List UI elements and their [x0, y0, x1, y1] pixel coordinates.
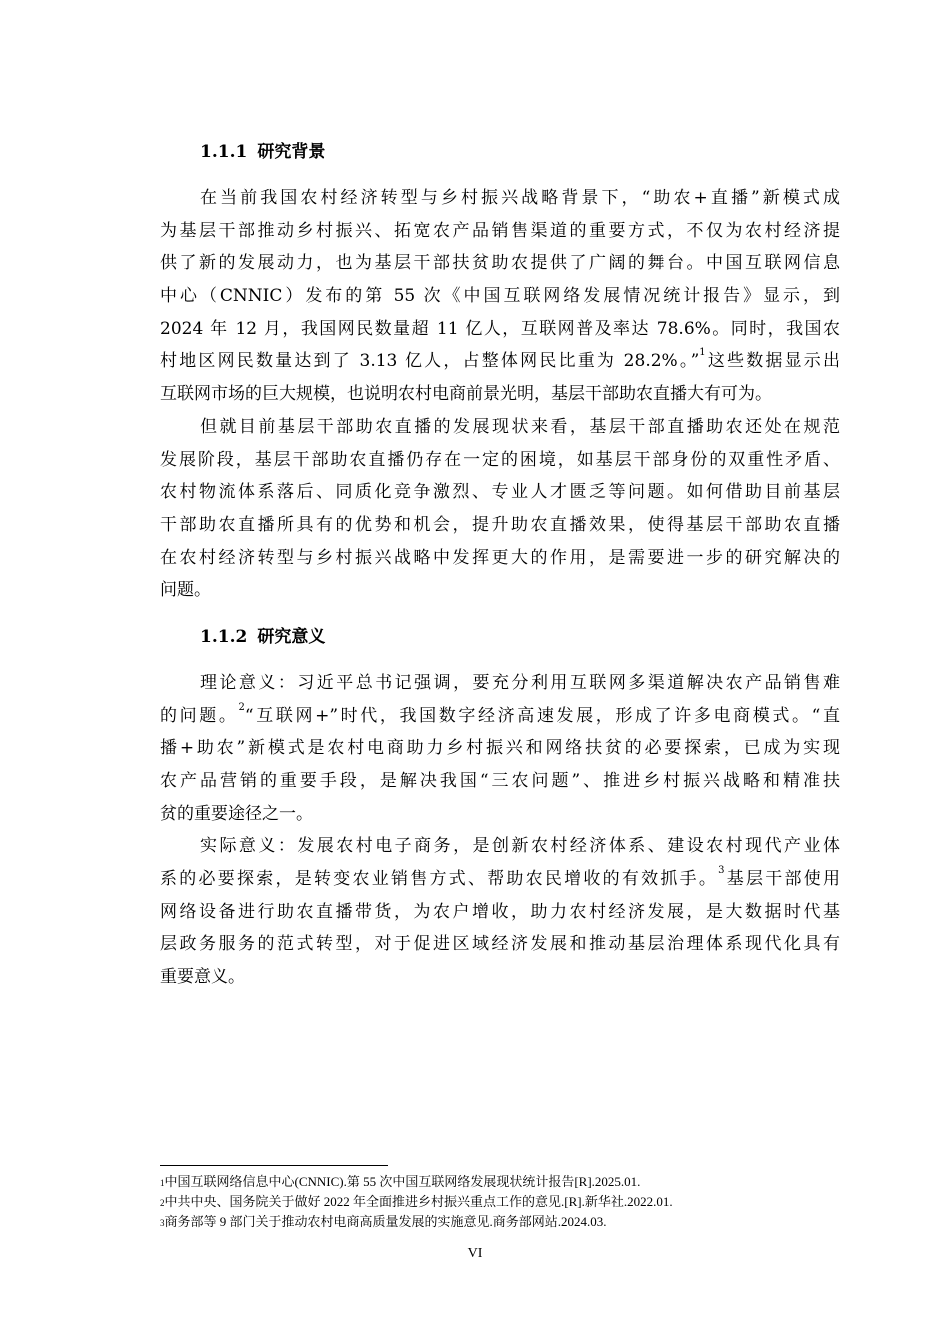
text-line: 播+助农”新模式是农村电商助力乡村振兴和网络扶贫的必要探索，已成为实现	[160, 738, 840, 759]
text-line: 在农村经济转型与乡村振兴战略中发挥更大的作用，是需要进一步的研究解决的	[160, 547, 840, 568]
section-number: 1.1.2	[200, 626, 248, 647]
text-line-with-footnote	[160, 700, 840, 733]
text-segment: 系的必要探索，是转变农业销售方式、帮助农民增收的有效抓手。	[160, 869, 719, 890]
text-segment: 基层干部使用	[724, 869, 841, 890]
text-line: 发展阶段，基层干部助农直播仍存在一定的困境，如基层干部身份的双重性矛盾、	[160, 449, 840, 470]
text-line: 重要意义。	[160, 967, 245, 988]
text-line-with-footnote	[160, 863, 840, 896]
footnote-item	[160, 1192, 860, 1212]
text-segment: 村地区网民数量达到了 3.13 亿人，占整体网民比重为 28.2%。”	[160, 351, 700, 372]
section-number: 1.1.1	[200, 142, 248, 162]
text-line: 中心（CNNIC）发布的第 55 次《中国互联网络发展情况统计报告》显示，到	[160, 286, 840, 307]
text-line: 2024 年 12 月，我国网民数量超 11 亿人，互联网普及率达 78.6%。同时，我国农	[160, 318, 840, 339]
footnote-marker: 1	[160, 1178, 165, 1188]
main-content	[160, 136, 840, 994]
text-line: 实际意义：发展农村电子商务，是创新农村经济体系、建设农村现代产业体	[200, 836, 840, 857]
section-title: 研究意义	[257, 626, 326, 647]
text-line: 层政务服务的范式转型，对于促进区域经济发展和推动基层治理体系现代化具有	[160, 934, 840, 955]
footnote-text: 中国互联网络信息中心(CNNIC).第 55 次中国互联网络发展现状统计报告[R].2025.01.	[164, 1174, 641, 1189]
text-line: 供了新的发展动力，也为基层干部扶贫助农提供了广阔的舞台。中国互联网信息	[160, 253, 840, 274]
footnote-marker: 3	[160, 1218, 165, 1228]
footnotes	[160, 1172, 860, 1232]
text-line: 为基层干部推动乡村振兴、拓宽农产品销售渠道的重要方式，不仅为农村经济提	[160, 220, 840, 241]
section-heading-research-background	[200, 136, 840, 168]
text-line: 问题。	[160, 580, 211, 601]
footnote-ref-2: 2	[238, 701, 245, 713]
text-line: 农村物流体系落后、同质化竞争激烈、专业人才匮乏等问题。如何借助目前基层	[160, 482, 840, 503]
footnote-divider	[160, 1165, 388, 1166]
section-title: 研究背景	[257, 142, 326, 162]
text-segment: 的问题。	[160, 705, 239, 726]
text-line: 贫的重要途径之一。	[160, 803, 313, 824]
text-segment: “互联网+”时代，我国数字经济高速发展，形成了许多电商模式。“直	[244, 705, 840, 726]
paragraph-background-2	[160, 411, 840, 607]
text-line: 理论意义：习近平总书记强调，要充分利用互联网多渠道解决农产品销售难	[200, 672, 840, 693]
footnote-marker: 2	[160, 1198, 165, 1208]
paragraph-theoretical-significance	[160, 667, 840, 830]
section-heading-research-significance	[200, 621, 840, 653]
footnote-text: 中共中央、国务院关于做好 2022 年全面推进乡村振兴重点工作的意见.[R].新华社.2022.01.	[164, 1194, 673, 1209]
footnote-item	[160, 1212, 860, 1232]
text-line: 网络设备进行助农直播带货，为农户增收，助力农村经济发展，是大数据时代基	[160, 901, 840, 922]
footnote-text: 商务部等 9 部门关于推动农村电商高质量发展的实施意见.商务部网站.2024.03.	[164, 1214, 607, 1229]
footnote-ref-1: 1	[699, 347, 706, 359]
page-number: VI	[467, 1246, 483, 1261]
text-line: 在当前我国农村经济转型与乡村振兴战略背景下，“助农+直播”新模式成	[200, 188, 840, 208]
text-segment: 这些数据显示出	[705, 351, 841, 372]
footnote-ref-3: 3	[718, 865, 725, 877]
text-line: 农产品营销的重要手段，是解决我国“三农问题”、推进乡村振兴战略和精准扶	[160, 771, 840, 791]
paragraph-practical-significance	[160, 830, 840, 993]
paragraph-background-1	[160, 182, 840, 411]
footnote-item	[160, 1172, 860, 1192]
text-line: 互联网市场的巨大规模，也说明农村电商前景光明，基层干部助农直播大有可为。	[160, 384, 772, 405]
text-line: 但就目前基层干部助农直播的发展现状来看，基层干部直播助农还处在规范	[200, 416, 840, 437]
text-line-with-footnote	[160, 345, 840, 378]
text-line: 干部助农直播所具有的优势和机会，提升助农直播效果，使得基层干部助农直播	[160, 514, 840, 535]
